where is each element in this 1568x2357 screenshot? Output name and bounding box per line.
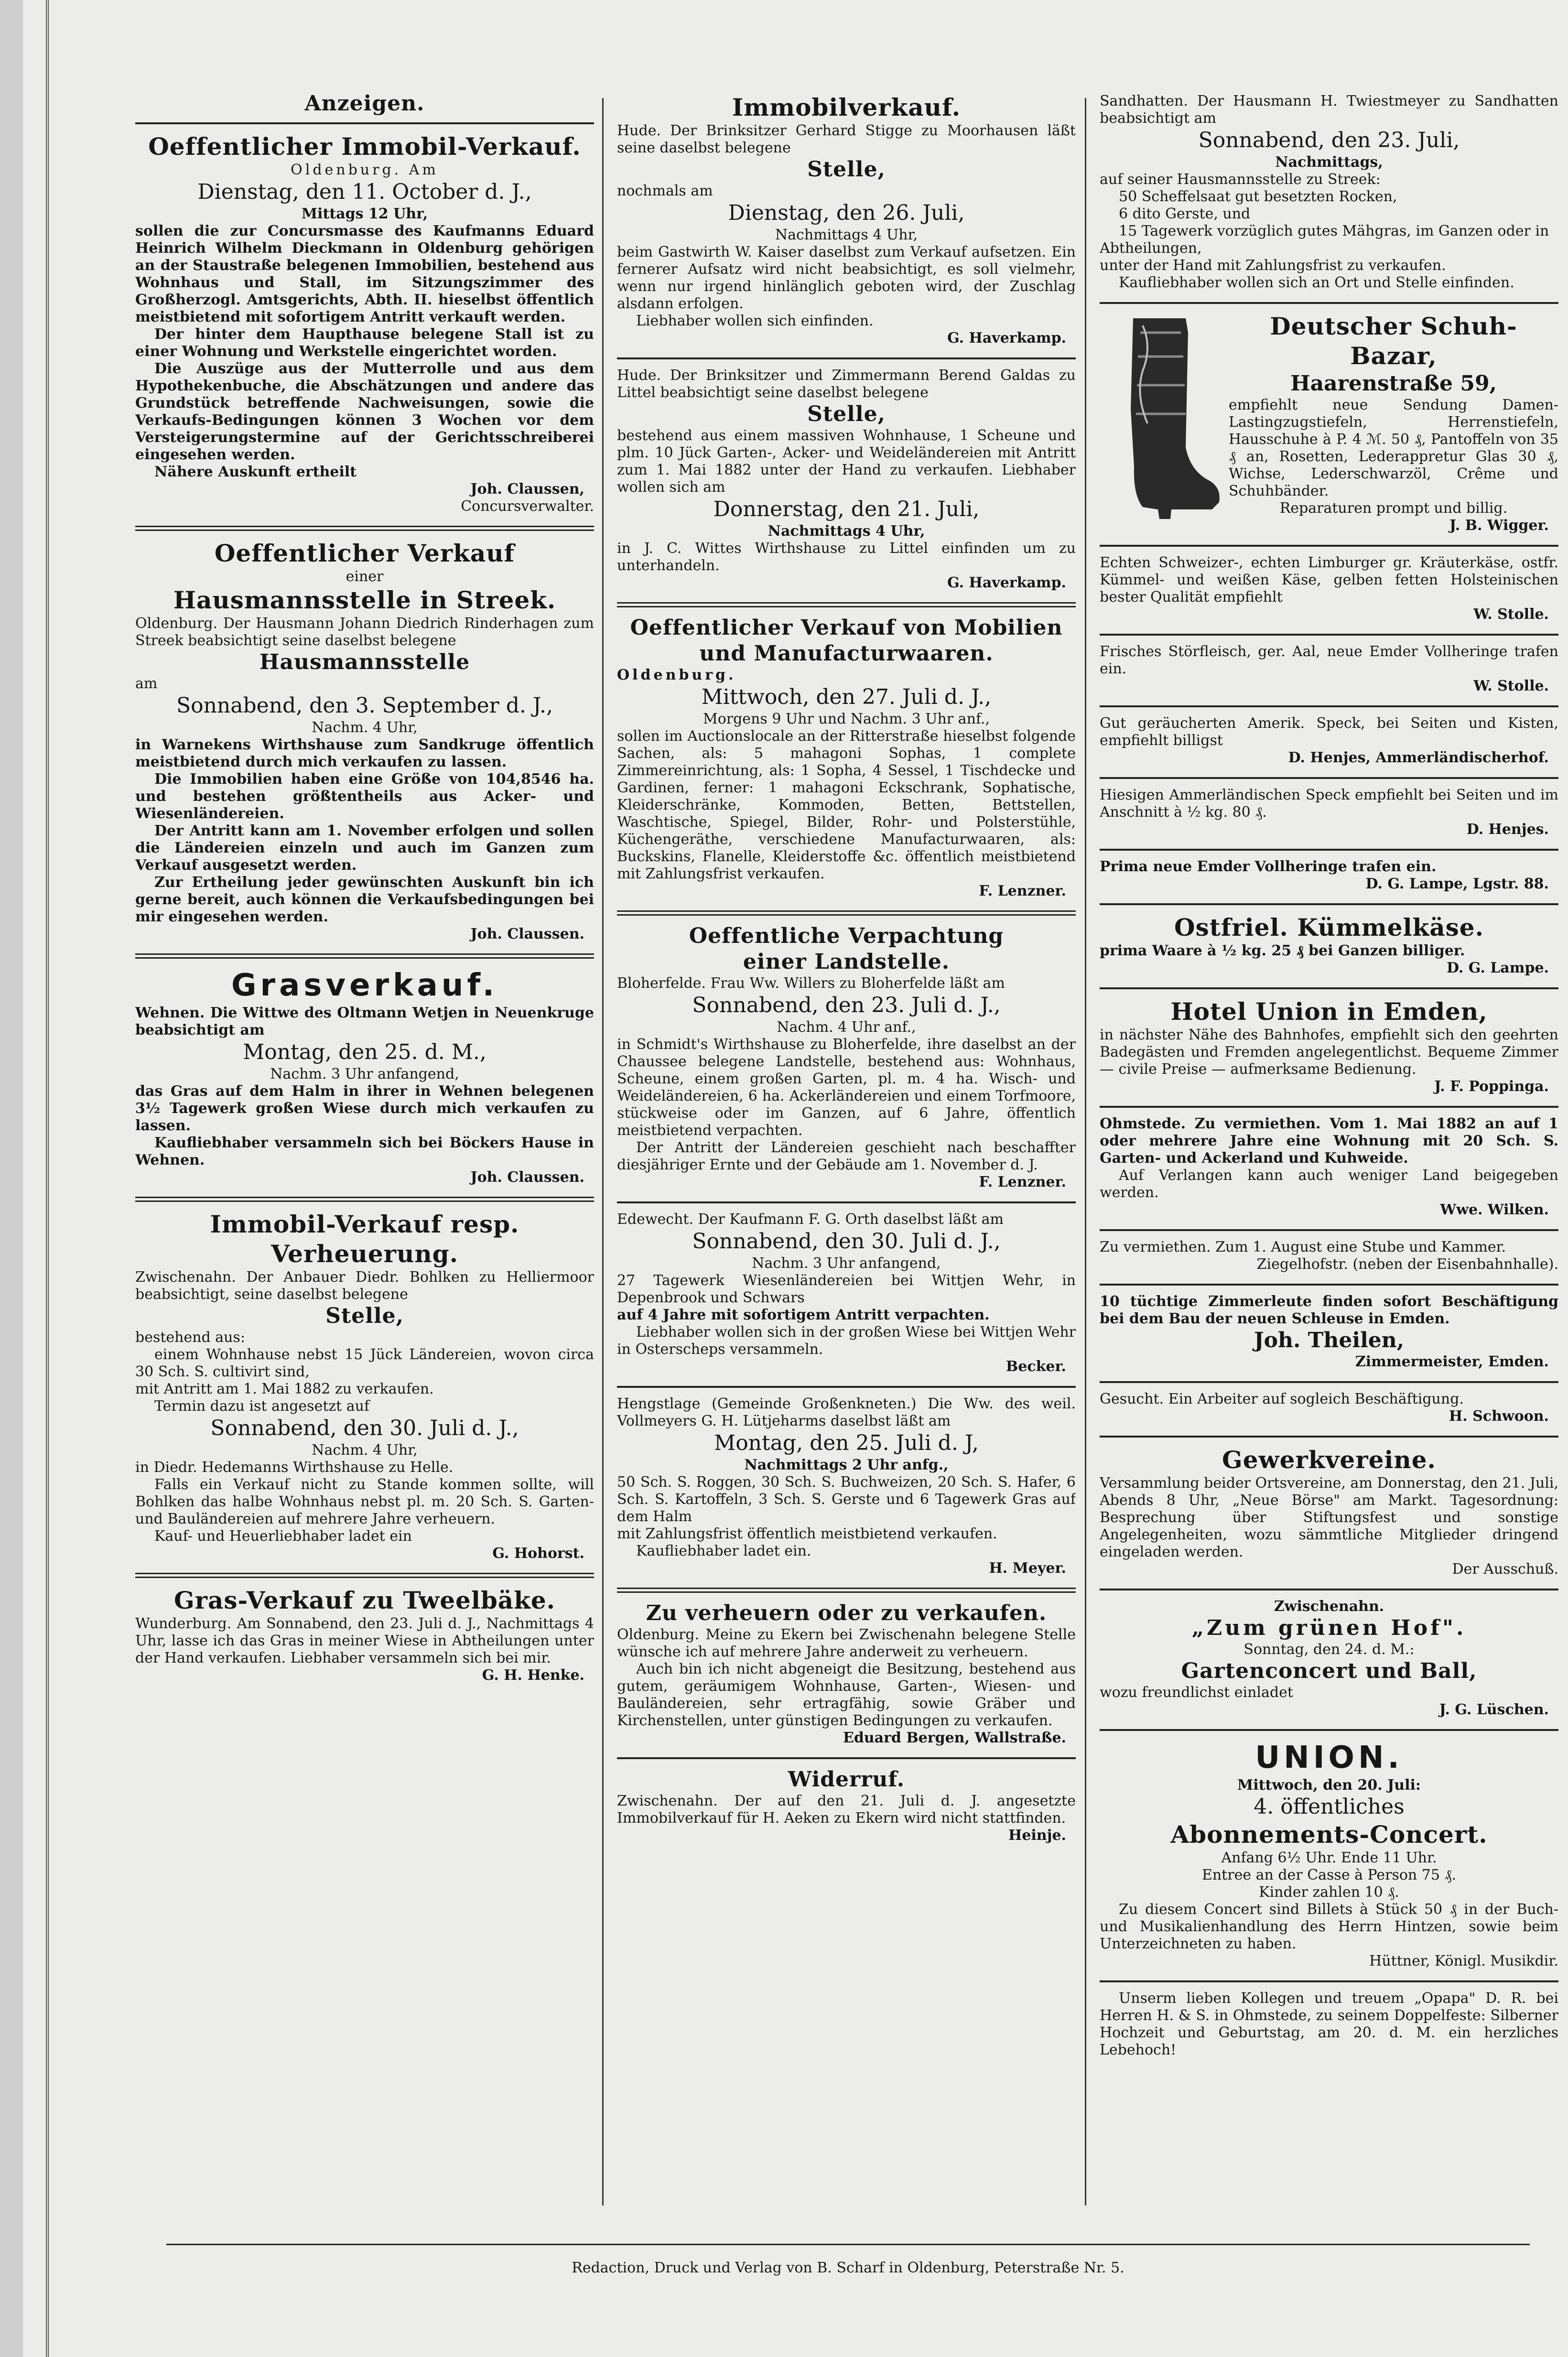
divider: [617, 1386, 1076, 1388]
ad-date: Sonntag, den 24. d. M.:: [1244, 1641, 1415, 1658]
ad-text: Zu vermiethen. Zum 1. August eine Stube und Kammer.: [1100, 1239, 1506, 1255]
ad-signature: J. F. Poppinga.: [1434, 1078, 1549, 1095]
divider: [617, 1588, 1076, 1593]
ad-title: Oeffentlicher Verkauf von Mobilien: [630, 616, 1063, 640]
ad-text: Der Antritt der Ländereien geschieht nach beschaffter diesjähriger Ernte und der Gebäude am 1. November d. J.: [617, 1139, 1076, 1173]
ad-text: bestehend aus einem massiven Wohnhause, 1 Scheune und plm. 10 Jück Garten-, Acker- und Weideländereien mit Antritt zum 1. Mai 1882 unter der Hand zu verkaufen. Liebhaber wollen sich am: [617, 427, 1076, 496]
ad-text: Hengstlage (Gemeinde Großenkneten.) Die Ww. des weil. Vollmeyers G. H. Lütjeharms daselbst läßt am: [617, 1395, 1076, 1429]
ad-time: Nachmittags 4 Uhr,: [775, 227, 918, 243]
ad-text: mit Zahlungsfrist öffentlich meistbietend verkaufen.: [617, 1525, 997, 1542]
ad-signature: Joh. Claussen,: [470, 481, 584, 497]
ad-text: Versammlung beider Ortsvereine, am Donnerstag, den 21. Juli, Abends 8 Uhr, „Neue Börse" am Markt. Tagesordnung: Besprechung über Stiftungsfest und sonstige Angelegenheiten, wozu sämmtliche Mitglieder dringend eingeladen werden.: [1100, 1475, 1558, 1560]
ad-speck-henjes: [1100, 713, 1558, 771]
ad-subject: Hausmannsstelle: [259, 650, 470, 674]
ad-signature: D. Henjes, Ammerländischerhof.: [1288, 749, 1549, 766]
ad-place: Oldenburg. Am: [291, 162, 439, 178]
ad-date: Montag, den 25. Juli d. J,: [714, 1431, 979, 1455]
ad-immobilverkauf-hude: [617, 91, 1076, 352]
divider: [1100, 903, 1558, 905]
ad-title: Ostfriel. Kümmelkäse.: [1174, 913, 1484, 941]
ad-text: Kinder zahlen 10 ₰.: [1259, 1884, 1399, 1901]
divider: [617, 910, 1076, 916]
ad-text: Zu diesem Concert sind Billets à Stück 50 ₰ in der Buch- und Musikalienhandlung des Herrn Hintzen, sowie beim Unterzeichneten zu haben.: [1100, 1901, 1558, 1952]
ad-text: in Diedr. Hedemanns Wirthshause zu Helle.: [135, 1459, 454, 1476]
ad-edewecht: [617, 1209, 1076, 1380]
ad-text: Gut geräucherten Amerik. Speck, bei Seiten und Kisten, empfiehlt billigst: [1100, 715, 1558, 749]
ad-hengstlage: [617, 1394, 1076, 1582]
ad-grasverkauf: [135, 964, 594, 1191]
ad-text: Reparaturen prompt und billig.: [1279, 500, 1508, 517]
divider: [135, 953, 594, 959]
ad-time: Morgens 9 Uhr und Nachm. 3 Uhr anf.,: [703, 711, 990, 727]
ad-text: Frisches Störfleisch, ger. Aal, neue Emder Vollheringe trafen ein.: [1100, 643, 1558, 677]
divider: [135, 526, 594, 531]
ad-title: Hotel Union in Emden,: [1170, 997, 1488, 1026]
ad-subject: Stelle,: [807, 402, 886, 426]
ad-title: Hausmannsstelle in Streek.: [173, 586, 556, 614]
ad-signature: H. Meyer.: [989, 1560, 1066, 1577]
ad-text: beim Gastwirth W. Kaiser daselbst zum Verkauf aufsetzen. Ein fernerer Aufsatz wird nicht beabsichtigt, es soll vielmehr, wenn nur irgend hinlänglich geboten wird, der Zuschlag alsdann erfolgen.: [617, 244, 1076, 312]
ad-verheuern: [617, 1599, 1076, 1752]
ad-text: Zwischenahn. Der auf den 21. Juli d. J. angesetzte Immobilverkauf für H. Aeken zu Ekern wird nicht stattfinden.: [617, 1793, 1076, 1827]
ad-text: Sandhatten. Der Hausmann H. Twiestmeyer zu Sandhatten beabsichtigt am: [1100, 93, 1558, 127]
ad-gruener-hof: [1100, 1596, 1558, 1723]
divider: [1100, 1381, 1558, 1383]
ad-title: Verheuerung.: [270, 1240, 459, 1268]
ad-date: Sonnabend, den 23. Juli,: [1198, 128, 1460, 152]
ad-title: Widerruf.: [788, 1767, 905, 1792]
ad-title: 4. öffentliches: [1254, 1795, 1405, 1819]
ad-signature: Der Ausschuß.: [1452, 1561, 1558, 1578]
ad-list-item: 50 Scheffelsaat gut besetzten Rocken,: [1119, 188, 1397, 205]
ad-address: Haarenstraße 59,: [1290, 371, 1497, 396]
ad-title: UNION.: [1255, 1740, 1403, 1775]
ad-signature: F. Lenzner.: [979, 883, 1066, 899]
ad-text: Kauf- und Heuerliebhaber ladet ein: [154, 1528, 412, 1545]
ad-date: Donnerstag, den 21. Juli,: [713, 497, 980, 521]
ad-text: Kaufliebhaber ladet ein.: [636, 1543, 811, 1559]
ad-verpachtung: [617, 921, 1076, 1196]
ad-text: bestehend aus:: [135, 1329, 246, 1346]
ad-text: Prima neue Emder Vollheringe trafen ein.: [1100, 858, 1437, 875]
ad-title: Abonnements-Concert.: [1170, 1820, 1488, 1849]
ad-list-item: 6 dito Gerste, und: [1119, 205, 1251, 222]
ad-text: Unserm lieben Kollegen und treuem „Opapa" D. R. bei Herren H. & S. in Ohmstede, zu seinem Doppelfeste: Silberner Hochzeit und Geburtstag, am 20. d. M. ein herzliches Lebehoch!: [1100, 1990, 1558, 2058]
ad-text: Oldenburg. Der Hausmann Johann Diedrich Rinderhagen zum Streek beabsichtigt seine daselbst belegene: [135, 615, 594, 649]
divider: [1100, 849, 1558, 851]
ad-text: Auf Verlangen kann auch weniger Land beigegeben werden.: [1100, 1167, 1558, 1201]
imprint-footer: Redaction, Druck und Verlag von B. Scharf in Oldenburg, Peterstraße Nr. 5.: [166, 2244, 1530, 2277]
ad-title: Deutscher Schuh-Bazar,: [1270, 312, 1517, 370]
ad-signature: Joh. Claussen.: [470, 926, 584, 942]
ad-zimmerleute: [1100, 1291, 1558, 1375]
divider: [1100, 777, 1558, 779]
ad-title: und Manufacturwaaren.: [699, 641, 994, 666]
ad-signature: W. Stolle.: [1473, 678, 1549, 694]
ad-signature: Joh. Claussen.: [470, 1169, 584, 1186]
ad-signature: Heinje.: [1008, 1827, 1066, 1844]
column-rule: [1085, 98, 1086, 2206]
ad-date: Dienstag, den 26. Juli,: [728, 201, 965, 225]
ad-place: Oldenburg.: [617, 667, 736, 683]
ad-date: Sonnabend, den 23. Juli d. J.,: [692, 993, 1001, 1017]
ad-mobilien: [617, 613, 1076, 905]
ad-signature: Eduard Bergen, Wallstraße.: [843, 1730, 1066, 1746]
ad-signature: G. Hohorst.: [492, 1545, 584, 1562]
ad-vollheringe: [1100, 856, 1558, 897]
ad-text: auf 4 Jahre mit sofortigem Antritt verpachten.: [617, 1307, 990, 1323]
ad-text: in nächster Nähe des Bahnhofes, empfiehlt sich den geehrten Badegästen und Fremden angelegentlichst. Bequeme Zimmer — civile Preise — aufmerksame Bedienung.: [1100, 1027, 1558, 1078]
ad-title: Immobilverkauf.: [732, 93, 961, 121]
ad-text: Anfang 6½ Uhr. Ende 11 Uhr.: [1221, 1849, 1437, 1866]
ad-text: Hiesigen Ammerländischen Speck empfiehlt bei Seiten und im Anschnitt à ½ kg. 80 ₰.: [1100, 787, 1558, 821]
ad-immobil-verheuerung: [135, 1208, 594, 1567]
ad-text: Kaufliebhaber wollen sich an Ort und Stelle einfinden.: [1119, 274, 1514, 291]
ad-text: Der hinter dem Haupthause belegene Stall ist zu einer Wohnung und Werkstelle eingerichtet worden.: [135, 326, 594, 360]
ad-text: Bloherfelde. Frau Ww. Willers zu Bloherfelde läßt am: [617, 975, 1005, 992]
ad-time: Nachmittags 4 Uhr,: [768, 523, 925, 540]
ad-text: Hude. Der Brinksitzer Gerhard Stigge zu Moorhausen läßt seine daselbst belegene: [617, 122, 1076, 156]
divider: [1100, 1284, 1558, 1286]
divider: [1100, 1980, 1558, 1982]
column-rule: [602, 98, 604, 2206]
ad-text: Echten Schweizer-, echten Limburger gr. Kräuterkäse, ostfr. Kümmel- und weißen Käse, gelben fetten Holsteinischen bester Qualität empfiehlt: [1100, 554, 1558, 605]
ad-signature: D. G. Lampe.: [1446, 960, 1549, 976]
ad-text: Auch bin ich nicht abgeneigt die Besitzung, bestehend aus gutem, geräumigem Wohnhause, Garten-, Wiesen- und Bauländereien, sehr ertragfähig, sowie Gräber und Kirchenstellen, unter günstigen Bedingungen zu verkaufen.: [617, 1661, 1076, 1729]
ad-text: Hude. Der Brinksitzer und Zimmermann Berend Galdas zu Littel beabsichtigt seine daselbst belegene: [617, 367, 1076, 401]
divider: [1100, 1436, 1558, 1438]
divider: [1100, 634, 1558, 636]
ad-text: Oldenburg. Meine zu Ekern bei Zwischenahn belegene Stelle wünsche ich auf mehrere Jahre anderweit zu verheuern.: [617, 1626, 1076, 1660]
ad-time: Nachmittags 2 Uhr anfg.,: [744, 1457, 949, 1473]
divider: [1100, 705, 1558, 707]
ad-gesucht: [1100, 1389, 1558, 1430]
ad-immobil-verkauf: [135, 130, 594, 520]
ad-time: Nachm. 4 Uhr,: [312, 719, 418, 736]
ad-signature: H. Schwoon.: [1449, 1408, 1549, 1425]
ad-date: Sonnabend, den 3. September d. J.,: [176, 693, 553, 718]
ad-text: unter der Hand mit Zahlungsfrist zu verkaufen.: [1100, 257, 1446, 274]
ad-text: Die Immobilien haben eine Größe von 104,8546 ha. und bestehen größtentheils aus Acker- und Wiesenländereien.: [135, 771, 594, 822]
ad-title: Oeffentlicher Immobil-Verkauf.: [148, 132, 581, 161]
ad-text: mit Antritt am 1. Mai 1882 zu verkaufen.: [135, 1381, 434, 1397]
ad-text: prima Waare à ½ kg. 25 ₰ bei Ganzen billiger.: [1100, 942, 1465, 959]
ad-text: Liebhaber wollen sich in der großen Wiese bei Wittjen Wehr in Osterscheps versammeln.: [617, 1324, 1076, 1358]
ad-text: Die Auszüge aus der Mutterrolle und aus dem Hypothekenbuche, die Abschätzungen und andere das Grundstück betreffende Nachweisungen, sowie die Verkaufs-Bedingungen können 3 Wochen vor dem Versteigerungstermine auf der Gerichtsschreiberei eingesehen werden.: [135, 360, 594, 463]
ad-hotel-union: [1100, 995, 1558, 1100]
ad-title: Immobil-Verkauf resp.: [210, 1210, 519, 1238]
ad-text: 50 Sch. S. Roggen, 30 Sch. S. Buchweizen, 20 Sch. S. Hafer, 6 Sch. S. Kartoffeln, 3 Sch. S. Gerste und 6 Tagewerk Gras auf dem Halm: [617, 1474, 1076, 1525]
divider: [1100, 1729, 1558, 1731]
ad-date: Dienstag, den 11. October d. J.,: [197, 180, 532, 204]
ad-union-concert: [1100, 1737, 1558, 1975]
ad-signature: Becker.: [1006, 1358, 1066, 1375]
ad-title: einer Landstelle.: [743, 950, 950, 974]
ad-signature: Joh. Theilen,: [1254, 1328, 1405, 1352]
ad-signature: G. H. Henke.: [482, 1667, 584, 1684]
ad-signature: J. B. Wigger.: [1449, 517, 1549, 534]
ad-text: Falls ein Verkauf nicht zu Stande kommen sollte, will Bohlken das halbe Wohnhaus nebst pl. m. 20 Sch. S. Garten- und Bauländereien auf mehrere Jahre verheuern.: [135, 1476, 594, 1527]
section-heading: Anzeigen.: [304, 91, 425, 116]
ad-text: in Schmidt's Wirthshause zu Bloherfelde, ihre daselbst an der Chaussee belegene Landstelle, bestehend aus: Wohnhaus, Scheune, einem großen Garten, pl. m. 4 ha. Wisch- und Weideländereien, 6 ha. Ackerländereien und einem Torfmoore, stückweise oder im Ganzen, auf 6 Jahre, öffentlich meistbietend verpachten.: [617, 1036, 1076, 1139]
divider: [1100, 1229, 1558, 1231]
column-3: [1100, 91, 1558, 2232]
ad-signature: W. Stolle.: [1473, 606, 1549, 623]
ad-ammerlaender-speck: [1100, 785, 1558, 843]
ad-signature: D. G. Lampe, Lgstr. 88.: [1365, 876, 1549, 892]
ad-widerruf: [617, 1765, 1076, 1849]
ad-text: Entree an der Casse à Person 75 ₰.: [1201, 1867, 1457, 1883]
ad-text: auf seiner Hausmannsstelle zu Streek:: [1100, 171, 1381, 188]
ad-text: Wunderburg. Am Sonnabend, den 23. Juli d. J., Nachmittags 4 Uhr, lasse ich das Gras in meiner Wiese in Abtheilungen unter der Hand verkaufen. Liebhaber versammeln sich bei mir.: [135, 1615, 594, 1666]
ad-title: Gras-Verkauf zu Tweelbäke.: [173, 1586, 556, 1614]
ad-signature: Hüttner, Königl. Musikdir.: [1369, 1953, 1558, 1969]
ad-signature: G. Haverkamp.: [947, 330, 1066, 346]
ad-time: Nachm. 4 Uhr,: [312, 1442, 418, 1459]
ad-signature: G. Haverkamp.: [947, 574, 1066, 591]
divider: [617, 1201, 1076, 1203]
ad-text: wozu freundlichst einladet: [1100, 1684, 1293, 1701]
ad-text: Edewecht. Der Kaufmann F. G. Orth daselbst läßt am: [617, 1211, 1004, 1228]
ad-text: in Warnekens Wirthshause zum Sandkruge öffentlich meistbietend durch mich verkaufen zu lassen.: [135, 736, 594, 770]
ad-stelle-littel: [617, 365, 1076, 596]
column-1: [135, 91, 594, 2232]
ad-title: Oeffentliche Verpachtung: [689, 924, 1004, 948]
ad-date: Montag, den 25. d. M.,: [243, 1040, 487, 1064]
divider: [135, 1197, 594, 1202]
ad-stoerfleisch: [1100, 641, 1558, 700]
ad-signature-role: Concursverwalter.: [461, 498, 594, 515]
newspaper-page: [23, 0, 1568, 2357]
ad-text: Der Antritt kann am 1. November erfolgen und sollen die Ländereien einzeln und auch im Ganzen zum Verkauf ausgesetzt werden.: [135, 822, 594, 874]
divider: [1100, 545, 1558, 547]
ad-kuemmelkaese: [1100, 911, 1558, 982]
ad-signature: D. Henjes.: [1466, 821, 1549, 838]
ad-schuh-bazar: [1100, 310, 1558, 539]
ad-text: Ohmstede. Zu vermiethen. Vom 1. Mai 1882 an auf 1 oder mehrere Jahre eine Wohnung mit 20 Sch. S. Garten- und Ackerland und Kuhweide.: [1100, 1115, 1558, 1167]
divider: [1100, 1106, 1558, 1108]
divider: [135, 122, 594, 124]
ad-title: Zu verheuern oder zu verkaufen.: [646, 1601, 1047, 1625]
ad-title: Grasverkauf.: [231, 968, 498, 1003]
ad-title: Gewerkvereine.: [1222, 1446, 1436, 1474]
ad-text: Wehnen. Die Wittwe des Oltmann Wetjen in Neuenkruge beabsichtigt am: [135, 1005, 594, 1038]
ad-text: 10 tüchtige Zimmerleute finden sofort Beschäftigung bei dem Bau der neuen Schleuse in Emden.: [1100, 1293, 1558, 1327]
ad-text: empfiehlt neue Sendung Damen-Lastingzugstiefeln, Herrenstiefeln, Hausschuhe à P. 4 ℳ. 50 ₰, Pantoffeln von 35 ₰ an, Rosetten, Lederappretur Glas 30 ₰, Wichse, Lederschwarzöl, Crême und Schuhbänder.: [1229, 397, 1558, 499]
ad-text: einer: [346, 568, 384, 585]
ad-text: sollen im Auctionslocale an der Ritterstraße hieselbst folgende Sachen, als: 5 mahagoni Sophas, 1 complete Zimmereinrichtung, als: 1 Sopha, 4 Sessel, 1 Tischdecke und Gardinen, ferner: 1 mahagoni Eckschrank, Sophatische, Kleiderschränke, Kommoden, Betten, Bettstellen, Waschtische, Spiegel, Bilder, Rohr- und Polsterstühle, Küchengeräthe, verschiedene Manufacturwaaren, als: Buckskins, Flanelle, Kleiderstoffe &c. öffentlich meistbietend mit Zahlungsfrist verkaufen.: [617, 728, 1076, 882]
ad-text: Zur Ertheilung jeder gewünschten Auskunft bin ich gerne bereit, auch können die Verkaufsbedingungen bei mir eingesehen werden.: [135, 874, 594, 925]
ad-sandhatten: [1100, 91, 1558, 296]
ad-title: Gartenconcert und Ball,: [1181, 1659, 1477, 1683]
ad-gewerkvereine: [1100, 1443, 1558, 1583]
ad-title: Oeffentlicher Verkauf: [214, 539, 515, 567]
ad-text: nochmals am: [617, 183, 713, 199]
ad-time: Nachmittags,: [1275, 154, 1383, 171]
ad-text: Nähere Auskunft ertheilt: [154, 464, 357, 480]
ad-subject: Stelle,: [807, 157, 886, 182]
ad-text: in J. C. Wittes Wirthshause zu Littel einfinden um zu unterhandeln.: [617, 540, 1076, 574]
column-2: [617, 91, 1076, 2232]
ad-text: sollen die zur Concursmasse des Kaufmanns Eduard Heinrich Wilhelm Dieckmann in Oldenburg gehörigen an der Staustraße belegenen Immobilien, bestehend aus Wohnhaus und Stall, im Sitzungszimmer des Großherzogl. Amtsgerichts, Abth. II. hieselbst öffentlich meistbietend mit sofortigem Antritt verkauft werden.: [135, 223, 594, 325]
ad-time: Nachm. 4 Uhr anf.,: [777, 1019, 916, 1036]
ad-date: Mittwoch, den 20. Juli:: [1237, 1777, 1421, 1794]
ad-text: Termin dazu ist angesetzt auf: [154, 1398, 370, 1415]
ad-text: Liebhaber wollen sich einfinden.: [636, 313, 874, 329]
ad-signature: F. Lenzner.: [979, 1174, 1066, 1190]
ad-lebehoch: [1100, 1988, 1558, 2064]
ad-date: Sonnabend, den 30. Juli d. J.,: [692, 1229, 1001, 1254]
divider: [1100, 302, 1558, 304]
ad-gras-tweelbaeke: [135, 1584, 594, 1689]
ad-text: am: [135, 675, 158, 692]
ad-date: Mittwoch, den 27. Juli d. J.,: [701, 685, 992, 709]
divider: [617, 602, 1076, 607]
ad-title: „Zum grünen Hof".: [1191, 1616, 1467, 1640]
ad-time: Mittags 12 Uhr,: [301, 205, 428, 222]
ad-text: Zwischenahn. Der Anbauer Diedr. Bohlken zu Helliermoor beabsichtigt, seine daselbst belegene: [135, 1269, 594, 1303]
ad-ohmstede: [1100, 1114, 1558, 1223]
ad-time: Nachm. 3 Uhr anfangend,: [270, 1066, 459, 1082]
ad-signature: Zimmermeister, Emden.: [1355, 1353, 1549, 1370]
ad-signature: Wwe. Wilken.: [1440, 1201, 1549, 1218]
ad-kaese-stolle: [1100, 552, 1558, 628]
ad-text: 27 Tagewerk Wiesenländereien bei Wittjen Wehr, in Depenbrook und Schwars: [617, 1272, 1076, 1306]
ad-list-item: 15 Tagewerk vorzüglich gutes Mähgras, im Ganzen oder in Abtheilungen,: [1100, 223, 1549, 257]
boot-illustration: [1114, 314, 1224, 524]
ad-place: Zwischenahn.: [1274, 1598, 1384, 1615]
ad-zu-vermiethen: [1100, 1237, 1558, 1278]
ad-text: das Gras auf dem Halm in ihrer in Wehnen belegenen 3½ Tagewerk großen Wiese durch mich verkaufen zu lassen.: [135, 1083, 594, 1134]
divider: [617, 1757, 1076, 1759]
ad-signature: Ziegelhofstr. (neben der Eisenbahnhalle).: [1256, 1256, 1558, 1273]
divider: [135, 1573, 594, 1578]
ad-hausmannsstelle: [135, 537, 594, 948]
ad-date: Sonnabend, den 30. Juli d. J.,: [210, 1416, 519, 1440]
ad-text: einem Wohnhause nebst 15 Jück Ländereien, wovon circa 30 Sch. S. cultivirt sind,: [135, 1346, 594, 1380]
ad-signature: J. G. Lüschen.: [1439, 1701, 1549, 1718]
divider: [1100, 1589, 1558, 1590]
ad-text: Gesucht. Ein Arbeiter auf sogleich Beschäftigung.: [1100, 1391, 1464, 1407]
ad-subject: Stelle,: [325, 1304, 404, 1328]
ad-text: Kaufliebhaber versammeln sich bei Böckers Hause in Wehnen.: [135, 1135, 594, 1168]
divider: [1100, 987, 1558, 989]
ad-time: Nachm. 3 Uhr anfangend,: [752, 1255, 941, 1272]
divider: [617, 357, 1076, 359]
